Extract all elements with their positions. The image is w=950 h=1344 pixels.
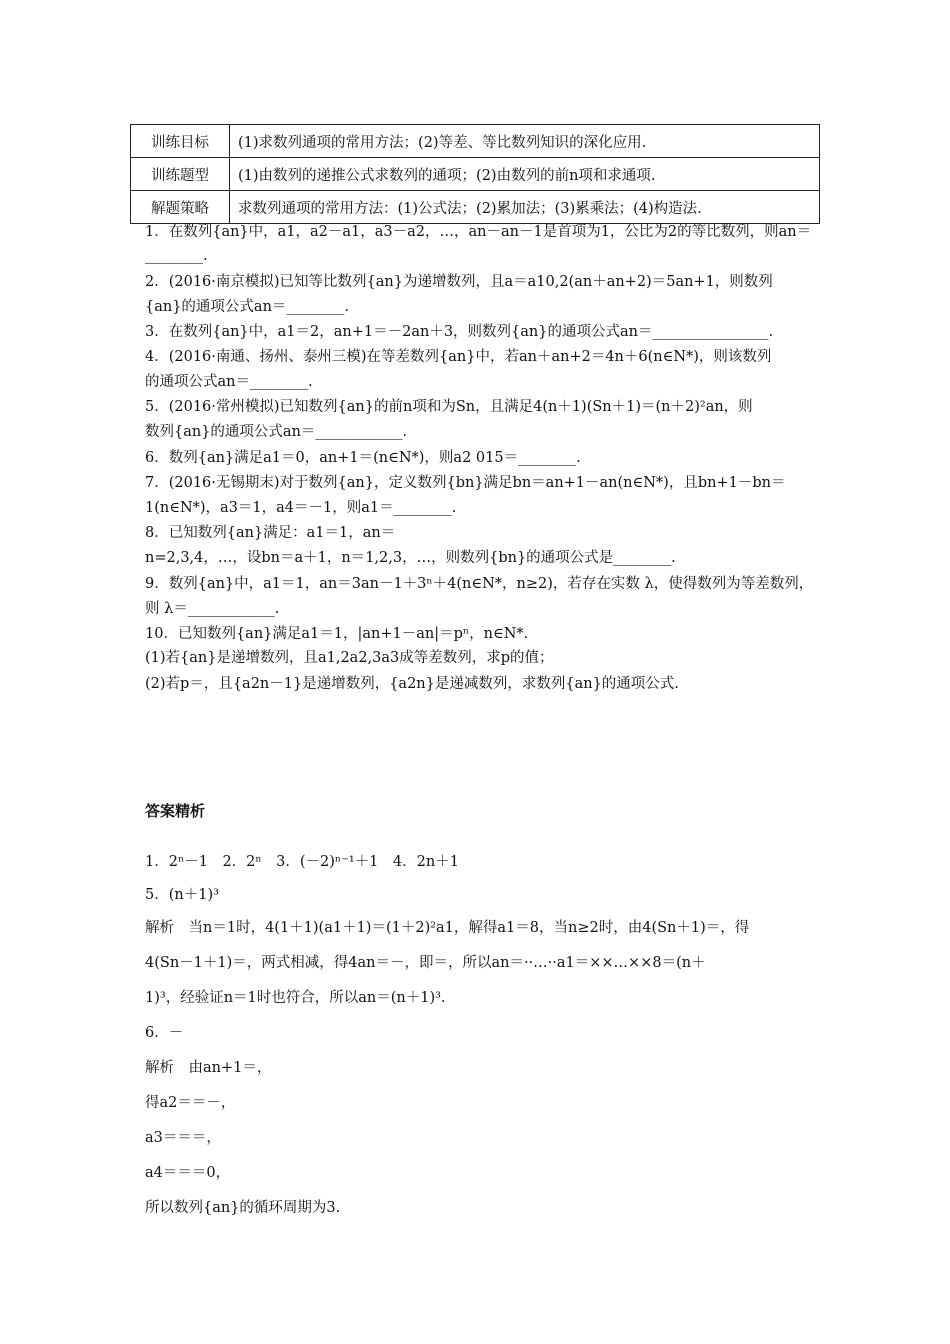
problem-line: 4．(2016·南通、扬州、泰州三模)在等差数列{an}中，若an＋an+2＝4n＋6(n∈N*)，则该数列 bbox=[145, 349, 772, 365]
table-row bbox=[131, 125, 820, 158]
problem-line: 10．已知数列{an}满足a1＝1，|an+1－an|＝pⁿ，n∈N*. bbox=[145, 626, 529, 642]
table-value: (1)求数列通项的常用方法；(2)等差、等比数列知识的深化应用. bbox=[230, 125, 820, 158]
problem-line: (2)若p＝，且{a2n－1}是递增数列，{a2n}是递减数列，求数列{an}的通项公式. bbox=[145, 676, 679, 692]
problem-line: 5．(2016·常州模拟)已知数列{an}的前n项和为Sn，且满足4(n＋1)(Sn＋1)＝(n＋2)²an，则 bbox=[145, 399, 753, 415]
problem-line: 的通项公式an＝________. bbox=[145, 374, 313, 390]
answer-line: 5．(n＋1)³ bbox=[145, 887, 219, 903]
answer-line: 4(Sn－1＋1)＝，两式相减，得4an＝－，即＝，所以an＝··…··a1＝××…××8＝(n＋ bbox=[145, 955, 706, 971]
answer-line: 所以数列{an}的循环周期为3. bbox=[145, 1200, 341, 1216]
problem-line: 2．(2016·南京模拟)已知等比数列{an}为递增数列，且a＝a10,2(an＋an+2)＝5an+1，则数列 bbox=[145, 274, 773, 290]
table-key: 训练题型 bbox=[131, 158, 230, 191]
problem-line: ________. bbox=[145, 248, 208, 264]
table-row bbox=[131, 191, 820, 224]
table-key: 训练目标 bbox=[131, 125, 230, 158]
answer-line: 1)³，经验证n＝1时也符合，所以an＝(n＋1)³. bbox=[145, 990, 446, 1006]
table-value: 求数列通项的常用方法：(1)公式法；(2)累加法；(3)累乘法；(4)构造法. bbox=[230, 191, 820, 224]
answer-heading: 答案精析 bbox=[145, 802, 206, 820]
table-value: (1)由数列的递推公式求数列的通项；(2)由数列的前n项和求通项. bbox=[230, 158, 820, 191]
problem-line: {an}的通项公式an＝________. bbox=[145, 299, 350, 315]
answer-line: 6．－ bbox=[145, 1025, 184, 1041]
answer-line: a4＝＝＝0， bbox=[145, 1165, 231, 1181]
answer-line: 解析 由an+1＝， bbox=[145, 1060, 272, 1076]
problem-line: 8．已知数列{an}满足：a1＝1，an＝ bbox=[145, 525, 396, 541]
problem-line: 则 λ＝____________. bbox=[145, 601, 280, 617]
problem-line: 1(n∈N*)，a3＝1，a4＝－1，则a1＝________. bbox=[145, 500, 457, 516]
problem-line: (1)若{an}是递增数列，且a1,2a2,3a3成等差数列，求p的值； bbox=[145, 650, 554, 666]
answer-line: 得a2＝＝－， bbox=[145, 1095, 236, 1111]
training-goals-table bbox=[130, 124, 820, 224]
problem-line: 7．(2016·无锡期末)对于数列{an}，定义数列{bn}满足bn＝an+1－an(n∈N*)，且bn+1－bn＝ bbox=[145, 475, 786, 491]
problem-line: 数列{an}的通项公式an＝____________. bbox=[145, 424, 408, 440]
problem-line: n=2,3,4，…，设bn＝a＋1，n＝1,2,3，…，则数列{bn}的通项公式是________. bbox=[145, 550, 676, 566]
problem-line: 9．数列{an}中，a1＝1，an＝3an－1＋3ⁿ＋4(n∈N*，n≥2)，若存在实数 λ，使得数列为等差数列， bbox=[145, 576, 814, 592]
answer-line: a3＝＝＝， bbox=[145, 1130, 221, 1146]
table-row bbox=[131, 158, 820, 191]
answer-line: 1．2ⁿ－1 2．2ⁿ 3．(－2)ⁿ⁻¹＋1 4．2n＋1 bbox=[145, 854, 459, 870]
table-key: 解题策略 bbox=[131, 191, 230, 224]
answer-line: 解析 当n＝1时，4(1＋1)(a1＋1)＝(1＋2)²a1，解得a1＝8，当n≥2时，由4(Sn＋1)＝，得 bbox=[145, 920, 750, 936]
problem-line: 3．在数列{an}中，a1＝2，an+1＝－2an＋3，则数列{an}的通项公式an＝________________. bbox=[145, 324, 774, 340]
problem-line: 6．数列{an}满足a1＝0，an+1＝(n∈N*)，则a2 015＝________. bbox=[145, 450, 581, 466]
problem-line: 1．在数列{an}中，a1，a2－a1，a3－a2，…，an－an－1是首项为1，公比为2的等比数列，则an＝ bbox=[145, 224, 812, 240]
